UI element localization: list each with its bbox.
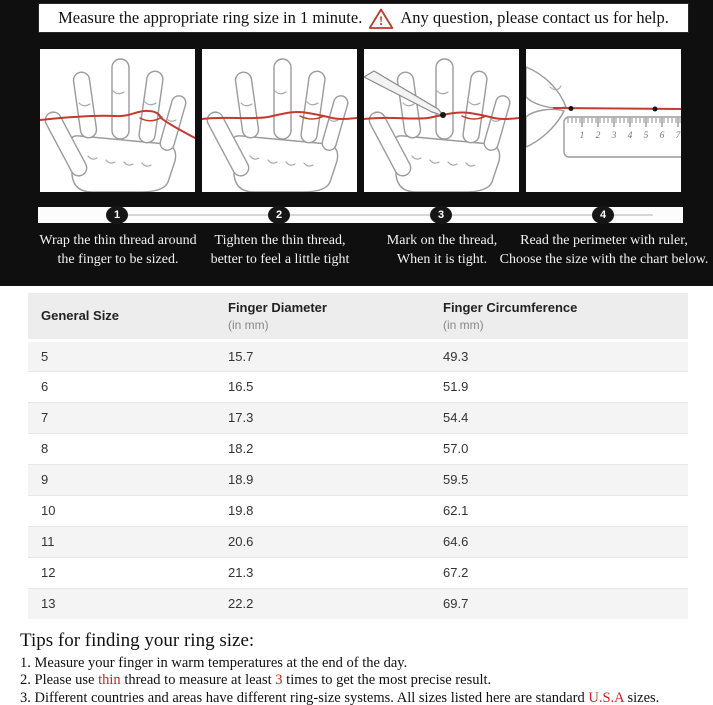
step-number-3: 3	[430, 206, 452, 224]
step1-caption: Wrap the thin thread around the finger to be sized.	[39, 233, 197, 267]
hand-tighten-thread-icon	[202, 49, 357, 192]
svg-text:3: 3	[611, 131, 617, 141]
hand-mark-thread-icon	[364, 49, 519, 192]
hand-wrap-thread-icon	[40, 49, 195, 192]
table-row: 9 18.9 59.5	[28, 464, 688, 495]
svg-text:!: !	[379, 12, 384, 28]
thread-with-marks	[554, 106, 681, 112]
ruler-measure-icon	[526, 49, 681, 192]
step-connector-line	[110, 214, 653, 216]
table-header-row	[28, 293, 688, 340]
tip-2: 2. Please use thin thread to measure at least 3 times to get the most precise result.	[20, 672, 492, 689]
step4-caption: Read the perimeter with ruler, Choose the size with the chart below.	[499, 233, 709, 267]
warning-icon	[368, 7, 394, 30]
svg-text:7: 7	[675, 131, 681, 141]
table-row: 7 17.3 54.4	[28, 402, 688, 433]
step-number-1: 1	[106, 206, 128, 224]
col-general-size: General Size	[28, 293, 215, 340]
col-finger-diameter: Finger Diameter (in mm)	[215, 293, 430, 340]
header-text-after: Any question, please contact us for help.	[400, 8, 669, 27]
step2-illustration	[202, 49, 357, 192]
tips-title: Tips for finding your ring size:	[20, 630, 255, 651]
step3-illustration	[364, 49, 519, 192]
svg-text:1: 1	[579, 131, 585, 141]
tip-1: 1. Measure your finger in warm temperatures at the end of the day.	[20, 655, 408, 671]
svg-text:2: 2	[595, 131, 601, 141]
instruction-section	[0, 0, 713, 286]
table-row: 6 16.5 51.9	[28, 371, 688, 402]
table-row: 5 15.7 49.3	[28, 340, 688, 371]
table-row: 10 19.8 62.1	[28, 495, 688, 526]
step2-caption: Tighten the thin thread, better to feel a little tight	[210, 233, 350, 267]
table-row: 11 20.6 64.6	[28, 526, 688, 557]
table-row: 8 18.2 57.0	[28, 433, 688, 464]
header-banner	[38, 3, 689, 33]
ring-size-table	[28, 293, 688, 619]
step-number-4: 4	[592, 206, 614, 224]
step-progress-bar	[38, 207, 683, 223]
col-finger-circumference: Finger Circumference (in mm)	[430, 293, 688, 340]
header-text-before: Measure the appropriate ring size in 1 minute.	[58, 8, 363, 27]
svg-text:4: 4	[627, 131, 633, 141]
table-row: 13 22.2 69.7	[28, 588, 688, 619]
svg-text:6: 6	[659, 131, 665, 141]
step3-caption: Mark on the thread, When it is tight.	[386, 233, 498, 267]
table-row: 12 21.3 67.2	[28, 557, 688, 588]
step1-illustration	[40, 49, 195, 192]
step-number-2: 2	[268, 206, 290, 224]
svg-text:5: 5	[643, 131, 649, 141]
tips-section	[20, 630, 700, 705]
tip-3: 3. Different countries and areas have different ring-size systems. All sizes listed here are standard U.S.A sizes.	[20, 689, 660, 705]
step4-illustration	[526, 49, 681, 192]
